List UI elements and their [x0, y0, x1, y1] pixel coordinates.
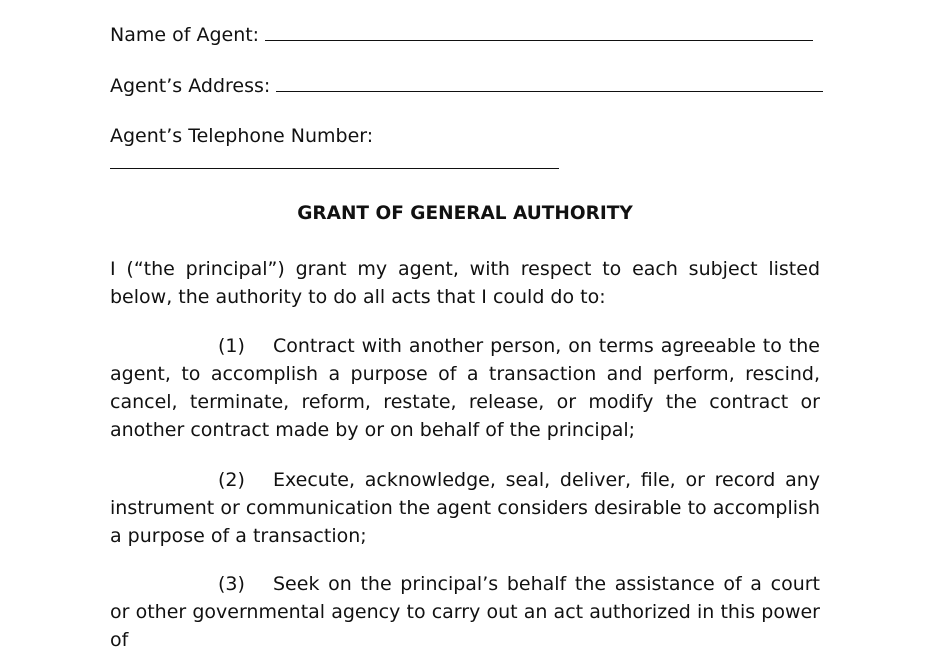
- agent-name-label: Name of Agent:: [110, 24, 260, 46]
- agent-telephone-blank-line: [110, 150, 559, 176]
- authority-item-2: [110, 466, 820, 550]
- item-text: Contract with another person, on terms agreeable to the agent, to accomplish a purpose of a transaction and perform, rescind, cancel, terminate, reform, restate, release, or modify the contract or another contract made by or on behalf of the principal;: [110, 335, 820, 441]
- agent-name-blank[interactable]: [265, 24, 813, 41]
- authority-item-1: [110, 332, 820, 444]
- item-text: Execute, acknowledge, seal, deliver, file, or record any instrument or communication the agent considers desirable to accomplish a purpose of a transaction;: [110, 469, 820, 547]
- agent-name-line: [110, 22, 813, 48]
- section-heading: GRANT OF GENERAL AUTHORITY: [297, 203, 633, 224]
- agent-address-blank[interactable]: [276, 75, 823, 92]
- intro-paragraph: I (“the principal”) grant my agent, with respect to each subject listed below, the authority to do all acts that I could do to:: [110, 258, 820, 308]
- item-number: (2): [218, 469, 245, 491]
- item-number: (1): [218, 335, 245, 357]
- agent-address-label: Agent’s Address:: [110, 75, 271, 97]
- agent-telephone-blank[interactable]: [110, 152, 559, 169]
- item-text: Seek on the principal’s behalf the assistance of a court or other governmental agency to carry out an act authorized in this power of: [110, 573, 820, 651]
- agent-telephone-label: Agent’s Telephone Number:: [110, 125, 374, 147]
- authority-item-3: [110, 570, 820, 654]
- item-number: (3): [218, 573, 245, 595]
- agent-telephone-line: [110, 123, 373, 149]
- agent-address-line: [110, 73, 823, 99]
